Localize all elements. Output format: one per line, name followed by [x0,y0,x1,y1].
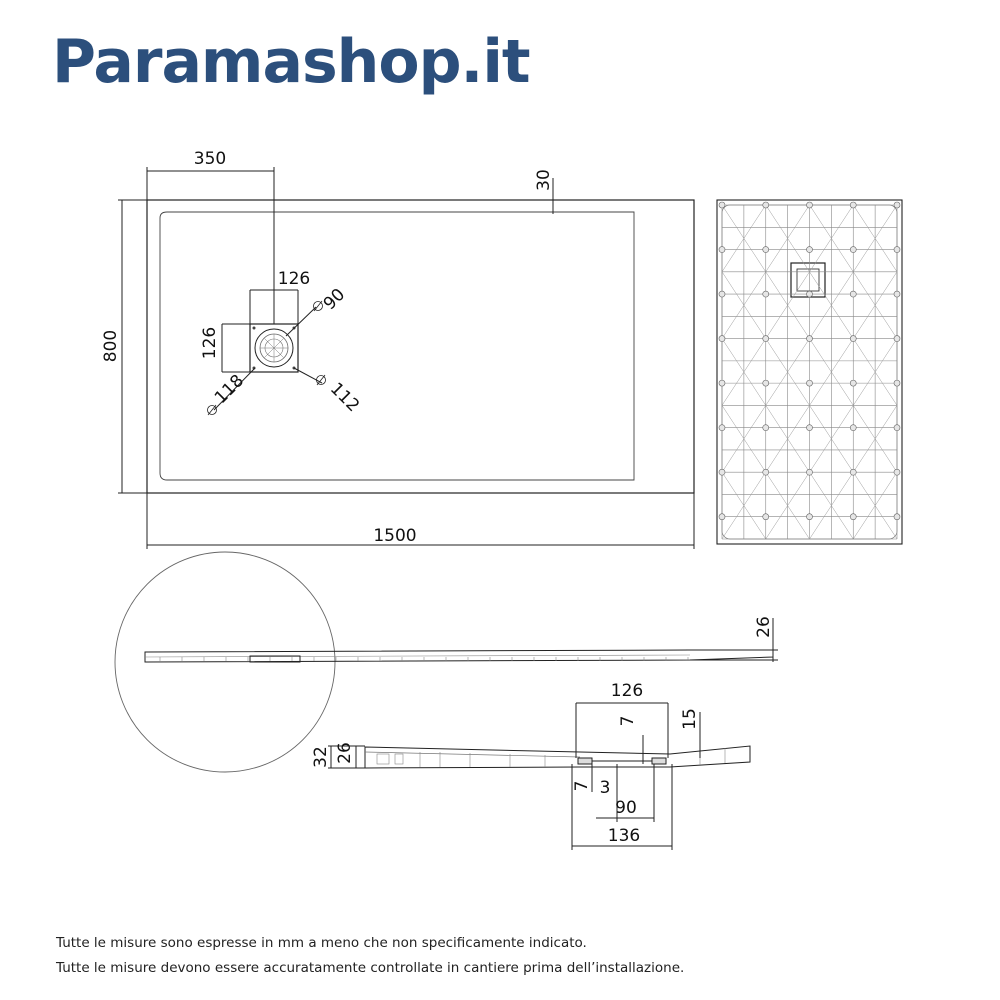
dim-section-drop-small: 7 [618,715,638,727]
dim-outer-diameter-right: 112 [325,378,364,417]
dim-section-gap: 7 [572,780,592,792]
dim-rim: 30 [534,169,554,191]
dim-section-drop-large: 15 [680,708,700,730]
dim-section-height-edge: 26 [335,742,355,764]
bottom-view-grid [717,200,902,544]
dim-side-thickness: 26 [754,616,774,638]
note-measurements-check: Tutte le misure devono essere accuratamente controllate in cantiere prima dell’installazione. [56,960,685,976]
dim-section-drain-total: 136 [607,826,641,846]
brand-logo: Paramashop.it [52,27,530,97]
dim-drain-diameter: 90 [319,284,350,315]
tray-outline [147,200,694,493]
note-measurements-unit: Tutte le misure sono espresse in mm a meno che non specificamente indicato. [56,935,587,951]
dim-depth: 800 [101,329,121,363]
dim-drain-size-v: 126 [200,326,220,360]
tray-inner-surface [160,212,634,480]
side-profile [115,552,778,772]
dim-length: 1500 [373,526,417,546]
dim-section-height-total: 32 [311,746,331,768]
dim-section-drain-top: 126 [610,681,644,701]
dim-section-gap-small: 3 [599,778,611,798]
dim-section-drain-width: 90 [615,798,637,818]
dim-outer-diameter-left: 118 [210,370,249,409]
dim-drain-offset: 350 [193,149,227,169]
dim-drain-size-h: 126 [277,269,311,289]
